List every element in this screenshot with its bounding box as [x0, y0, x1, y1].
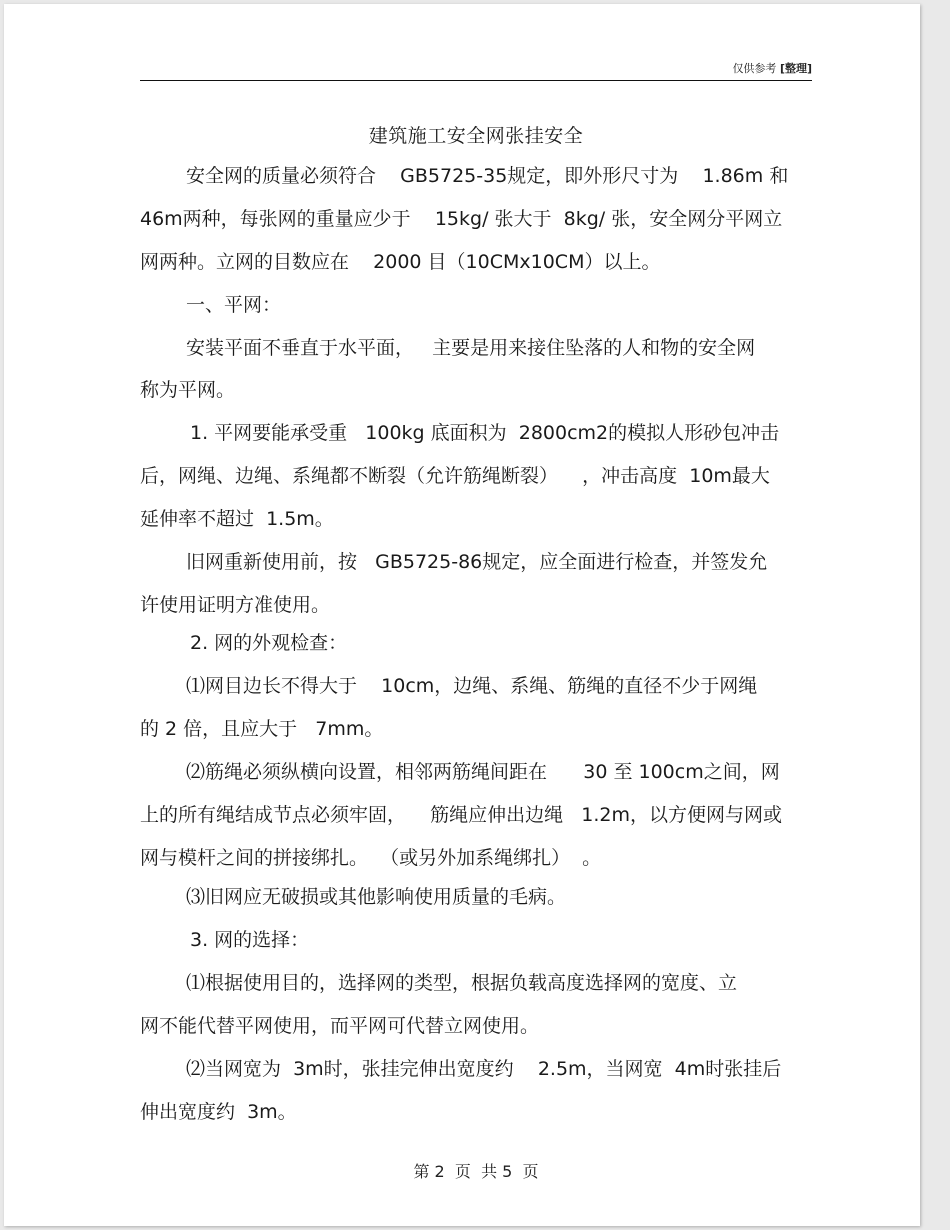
body-line-7: 1. 平网要能承受重 100kg 底面积为 2800cm2的模拟人形砂包冲击 — [190, 422, 780, 444]
body-line-21: 网不能代替平网使用，而平网可代替立网使用。 — [140, 1015, 540, 1037]
body-line-2: 46m两种，每张网的重量应少于 15kg/ 张大于 8kg/ 张，安全网分平网立 — [140, 208, 783, 230]
body-line-3: 网两种。立网的目数应在 2000 目（10CMx10CM）以上。 — [140, 251, 661, 273]
section-heading-flat-net: 一、平网： — [186, 294, 282, 316]
body-line-16: 上的所有绳结成节点必须牢固， 筋绳应伸出边绳 1.2m，以方便网与网或 — [140, 804, 783, 826]
document-body — [4, 4, 920, 1226]
header-tag: [整理] — [779, 62, 812, 75]
document-title: 建筑施工安全网张挂安全 — [368, 125, 584, 147]
body-line-18: ⑶旧网应无破损或其他影响使用质量的毛病。 — [186, 886, 567, 908]
body-line-5: 安装平面不垂直于水平面， 主要是用来接住坠落的人和物的安全网 — [186, 337, 756, 359]
body-line-9: 延伸率不超过 1.5m。 — [140, 508, 334, 530]
body-line-20: ⑴根据使用目的，选择网的类型，根据负载高度选择网的宽度、立 — [186, 972, 738, 994]
body-line-10: 旧网重新使用前，按 GB5725-86规定，应全面进行检查，并签发允 — [186, 551, 768, 573]
body-line-17: 网与模杆之间的拼接绑扎。 （或另外加系绳绑扎） 。 — [140, 847, 602, 869]
body-line-14: 的 2 倍，且应大于 7mm。 — [140, 718, 384, 740]
body-line-22: ⑵当网宽为 3m时，张挂完伸出宽度约 2.5m，当网宽 4m时张挂后 — [186, 1058, 782, 1080]
body-line-8: 后，网绳、边绳、系绳都不断裂（允许筋绳断裂） ，冲击高度 10m最大 — [140, 465, 770, 487]
body-line-11: 许使用证明方准使用。 — [140, 594, 331, 616]
document-page — [4, 4, 920, 1226]
header-label: 仅供参考 — [732, 62, 777, 75]
body-line-1: 安全网的质量必须符合 GB5725-35规定，即外形尺寸为 1.86m 和 — [186, 165, 789, 187]
body-line-23: 伸出宽度约 3m。 — [140, 1101, 297, 1123]
section-heading-appearance-check: 2. 网的外观检查： — [190, 632, 348, 654]
page-number-footer: 第 2 页 共 5 页 — [413, 1162, 539, 1181]
body-line-13: ⑴网目边长不得大于 10cm，边绳、系绳、筋绳的直径不少于网绳 — [186, 675, 758, 697]
body-line-6: 称为平网。 — [140, 379, 236, 401]
section-heading-net-selection: 3. 网的选择： — [190, 929, 310, 951]
body-line-15: ⑵筋绳必须纵横向设置，相邻两筋绳间距在 30 至 100cm之间，网 — [186, 761, 780, 783]
